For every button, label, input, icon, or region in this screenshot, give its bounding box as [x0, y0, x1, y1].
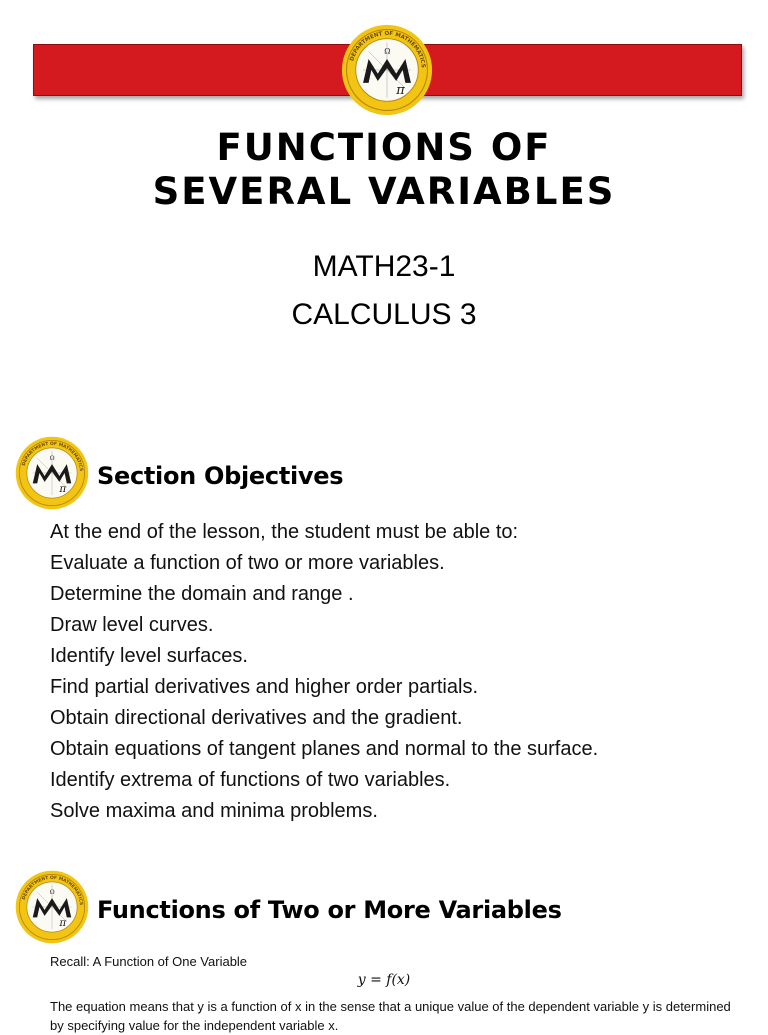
list-item: Obtain equations of tangent planes and normal to the surface. — [50, 738, 599, 760]
list-item: Draw level curves. — [50, 614, 214, 636]
department-seal-icon — [341, 24, 433, 116]
recall-text: Recall: A Function of One Variable — [50, 954, 248, 969]
title-slide — [0, 0, 768, 400]
course-code: MATH23-1 — [312, 250, 456, 283]
objectives-slide — [0, 420, 768, 840]
list-item: Obtain directional derivatives and the gradient. — [50, 707, 463, 729]
department-seal-icon — [15, 870, 89, 944]
list-item: Determine the domain and range . — [50, 583, 354, 605]
list-item: Solve maxima and minima problems. — [50, 800, 378, 822]
body-paragraph: The equation means that y is a function of x in the sense that a unique value of the dependent variable y is determined by specifying value for the independent variable x. — [50, 999, 731, 1033]
department-seal-icon — [15, 436, 89, 510]
title-line-2: SEVERAL VARIABLES — [152, 170, 616, 213]
objectives-list — [50, 517, 598, 827]
list-item: Identify extrema of functions of two variables. — [50, 769, 451, 791]
list-item: Identify level surfaces. — [50, 645, 248, 667]
equation: y = f(x) — [357, 972, 411, 988]
course-name: CALCULUS 3 — [291, 298, 477, 331]
list-item: Find partial derivatives and higher order partials. — [50, 676, 478, 698]
section-heading: Functions of Two or More Variables — [97, 896, 562, 924]
title-line-1: FUNCTIONS OF — [216, 126, 552, 169]
section-heading: Section Objectives — [97, 462, 344, 490]
functions-slide — [0, 860, 768, 1033]
list-item: At the end of the lesson, the student must be able to: — [50, 521, 519, 543]
list-item: Evaluate a function of two or more variables. — [50, 552, 445, 574]
